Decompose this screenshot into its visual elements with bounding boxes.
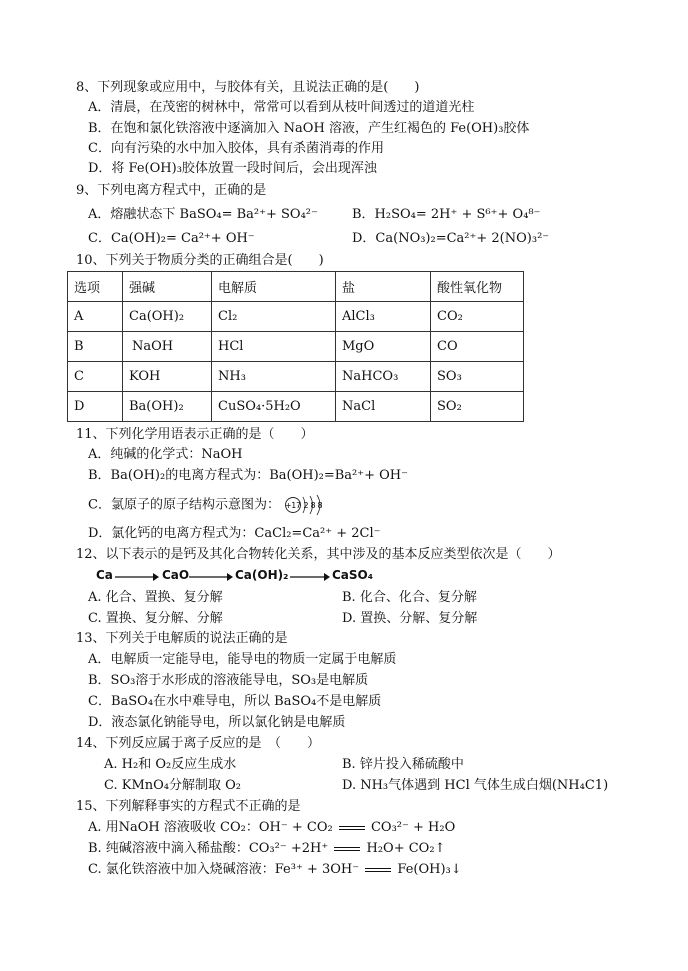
q15-stem: 15、下列解释事实的方程式不正确的是 — [76, 799, 301, 814]
table-cell: SO₂ — [431, 392, 524, 422]
q12-option-c: C. 置换、复分解、分解 — [88, 611, 223, 626]
chain-species: Ca(OH)₂ — [235, 568, 289, 582]
table-cell: CO₂ — [431, 302, 524, 332]
chain-species: CaO — [162, 568, 190, 582]
table-cell: NH₃ — [212, 362, 336, 392]
q15-b-left: B. 纯碱溶液中滴入稀盐酸：CO₃²⁻ +2H⁺ — [88, 841, 329, 856]
q11-option-a: A．纯碱的化学式：NaOH — [88, 447, 243, 462]
table-cell: SO₃ — [431, 362, 524, 392]
q15-option-b — [88, 840, 445, 858]
q14-option-b: B. 锌片投入稀硫酸中 — [342, 757, 464, 772]
atom-shell-label: 2 — [303, 501, 309, 510]
equals-arrow-icon — [363, 866, 393, 874]
table-cell: CO — [431, 332, 524, 362]
q8-option-b: B．在饱和氯化铁溶液中逐滴加入 NaOH 溶液，产生红褐色的 Fe(OH)₃胶体 — [88, 121, 530, 136]
q10-stem: 10、下列关于物质分类的正确组合是( ) — [76, 253, 324, 268]
chlorine-atom-diagram — [284, 494, 326, 516]
table-header-cell: 盐 — [336, 272, 431, 302]
table-cell: B — [68, 332, 123, 362]
table-cell: CuSO₄·5H₂O — [212, 392, 336, 422]
q12-stem: 12、以下表示的是钙及其化合物转化关系，其中涉及的基本反应类型依次是（ ） — [76, 547, 561, 562]
q12-option-a: A. 化合、置换、复分解 — [88, 590, 223, 605]
q15-option-a — [88, 819, 455, 837]
table-header-cell: 强碱 — [123, 272, 212, 302]
equals-arrow-icon — [337, 824, 367, 832]
atom-shell-label: 8 — [317, 501, 323, 510]
table-row — [68, 302, 524, 332]
atom-shell-label: 8 — [310, 501, 316, 510]
q15-c-right: Fe(OH)₃↓ — [397, 862, 462, 877]
q12-option-b: B. 化合、化合、复分解 — [342, 590, 477, 605]
chain-species: Ca — [96, 568, 113, 582]
q15-option-c — [88, 861, 462, 879]
table-cell: NaCl — [336, 392, 431, 422]
q9-option-d: D．Ca(NO₃)₂=Ca²⁺+ 2(NO)₃²⁻ — [352, 231, 550, 246]
equals-arrow-icon — [332, 845, 362, 853]
table-header-cell: 电解质 — [212, 272, 336, 302]
table-header-cell: 酸性氧化物 — [431, 272, 524, 302]
table-cell: D — [68, 392, 123, 422]
table-cell: A — [68, 302, 123, 332]
q15-a-right: CO₃²⁻ + H₂O — [370, 820, 456, 835]
q14-option-c: C. KMnO₄分解制取 O₂ — [104, 778, 242, 793]
table-row — [68, 392, 524, 422]
q11-option-c — [88, 494, 326, 516]
q15-a-left: A. 用NaOH 溶液吸收 CO₂：OH⁻ + CO₂ — [88, 820, 333, 835]
q13-stem: 13、下列关于电解质的说法正确的是 — [76, 631, 288, 646]
table-cell: Ca(OH)₂ — [123, 302, 212, 332]
table-cell: AlCl₃ — [336, 302, 431, 332]
table-header-row — [68, 272, 524, 302]
table-cell: NaOH — [123, 332, 212, 362]
q8-option-c: C．向有污染的水中加入胶体，具有杀菌消毒的作用 — [88, 141, 384, 156]
q8-option-d: D．将 Fe(OH)₃胶体放置一段时间后，会出现浑浊 — [88, 161, 377, 176]
q9-option-b: B．H₂SO₄= 2H⁺ + S⁶⁺+ O₄⁸⁻ — [352, 207, 541, 222]
q12-option-d: D. 置换、分解、复分解 — [342, 611, 478, 626]
chain-arrow-icon — [115, 568, 159, 586]
chain-arrow-icon — [189, 568, 233, 586]
q11-stem: 11、下列化学用语表示正确的是（ ） — [76, 427, 314, 442]
table-cell: NaHCO₃ — [336, 362, 431, 392]
q9-option-c: C．Ca(OH)₂= Ca²⁺+ OH⁻ — [88, 231, 255, 246]
atom-nucleus-label: +17 — [285, 501, 302, 510]
chain-species: CaSO₄ — [332, 568, 374, 582]
table-cell: KOH — [123, 362, 212, 392]
q14-stem: 14、下列反应属于离子反应的是 （ ） — [76, 736, 321, 751]
q14-option-d: D. NH₃气体遇到 HCl 气体生成白烟(NH₄C1) — [342, 778, 609, 793]
q8-option-a: A．清晨，在茂密的树林中，常常可以看到从枝叶间透过的道道光柱 — [88, 100, 475, 115]
table-cell: C — [68, 362, 123, 392]
q13-option-c: C．BaSO₄在水中难导电，所以 BaSO₄不是电解质 — [88, 694, 382, 709]
q13-option-a: A．电解质一定能导电，能导电的物质一定属于电解质 — [88, 652, 397, 667]
q13-option-d: D．液态氯化钠能导电，所以氯化钠是电解质 — [88, 715, 346, 730]
table-cell: HCl — [212, 332, 336, 362]
q9-stem: 9、下列电离方程式中，正确的是 — [76, 183, 267, 198]
q9-option-a: A．熔融状态下 BaSO₄= Ba²⁺+ SO₄²⁻ — [88, 207, 318, 222]
q11-option-d: D．氯化钙的电离方程式为：CaCl₂=Ca²⁺ + 2Cl⁻ — [88, 526, 381, 541]
table-cell: Cl₂ — [212, 302, 336, 332]
table-cell: Ba(OH)₂ — [123, 392, 212, 422]
table-row — [68, 362, 524, 392]
q11-option-b: B．Ba(OH)₂的电离方程式为：Ba(OH)₂=Ba²⁺+ OH⁻ — [88, 468, 409, 483]
q15-c-left: C. 氯化铁溶液中加入烧碱溶液：Fe³⁺ + 3OH⁻ — [88, 862, 360, 877]
table-header-cell: 选项 — [68, 272, 123, 302]
table-row — [68, 332, 524, 362]
q14-option-a: A. H₂和 O₂反应生成水 — [104, 757, 237, 772]
chain-arrow-icon — [290, 568, 330, 586]
q13-option-b: B．SO₃溶于水形成的溶液能导电，SO₃是电解质 — [88, 673, 369, 688]
q8-stem: 8、下列现象或应用中，与胶体有关，且说法正确的是( ) — [76, 80, 420, 95]
q11-option-c-text: C．氯原子的原子结构示意图为： — [88, 497, 280, 513]
table-cell: MgO — [336, 332, 431, 362]
q15-b-right: H₂O+ CO₂↑ — [366, 841, 446, 856]
classification-table — [67, 271, 524, 422]
